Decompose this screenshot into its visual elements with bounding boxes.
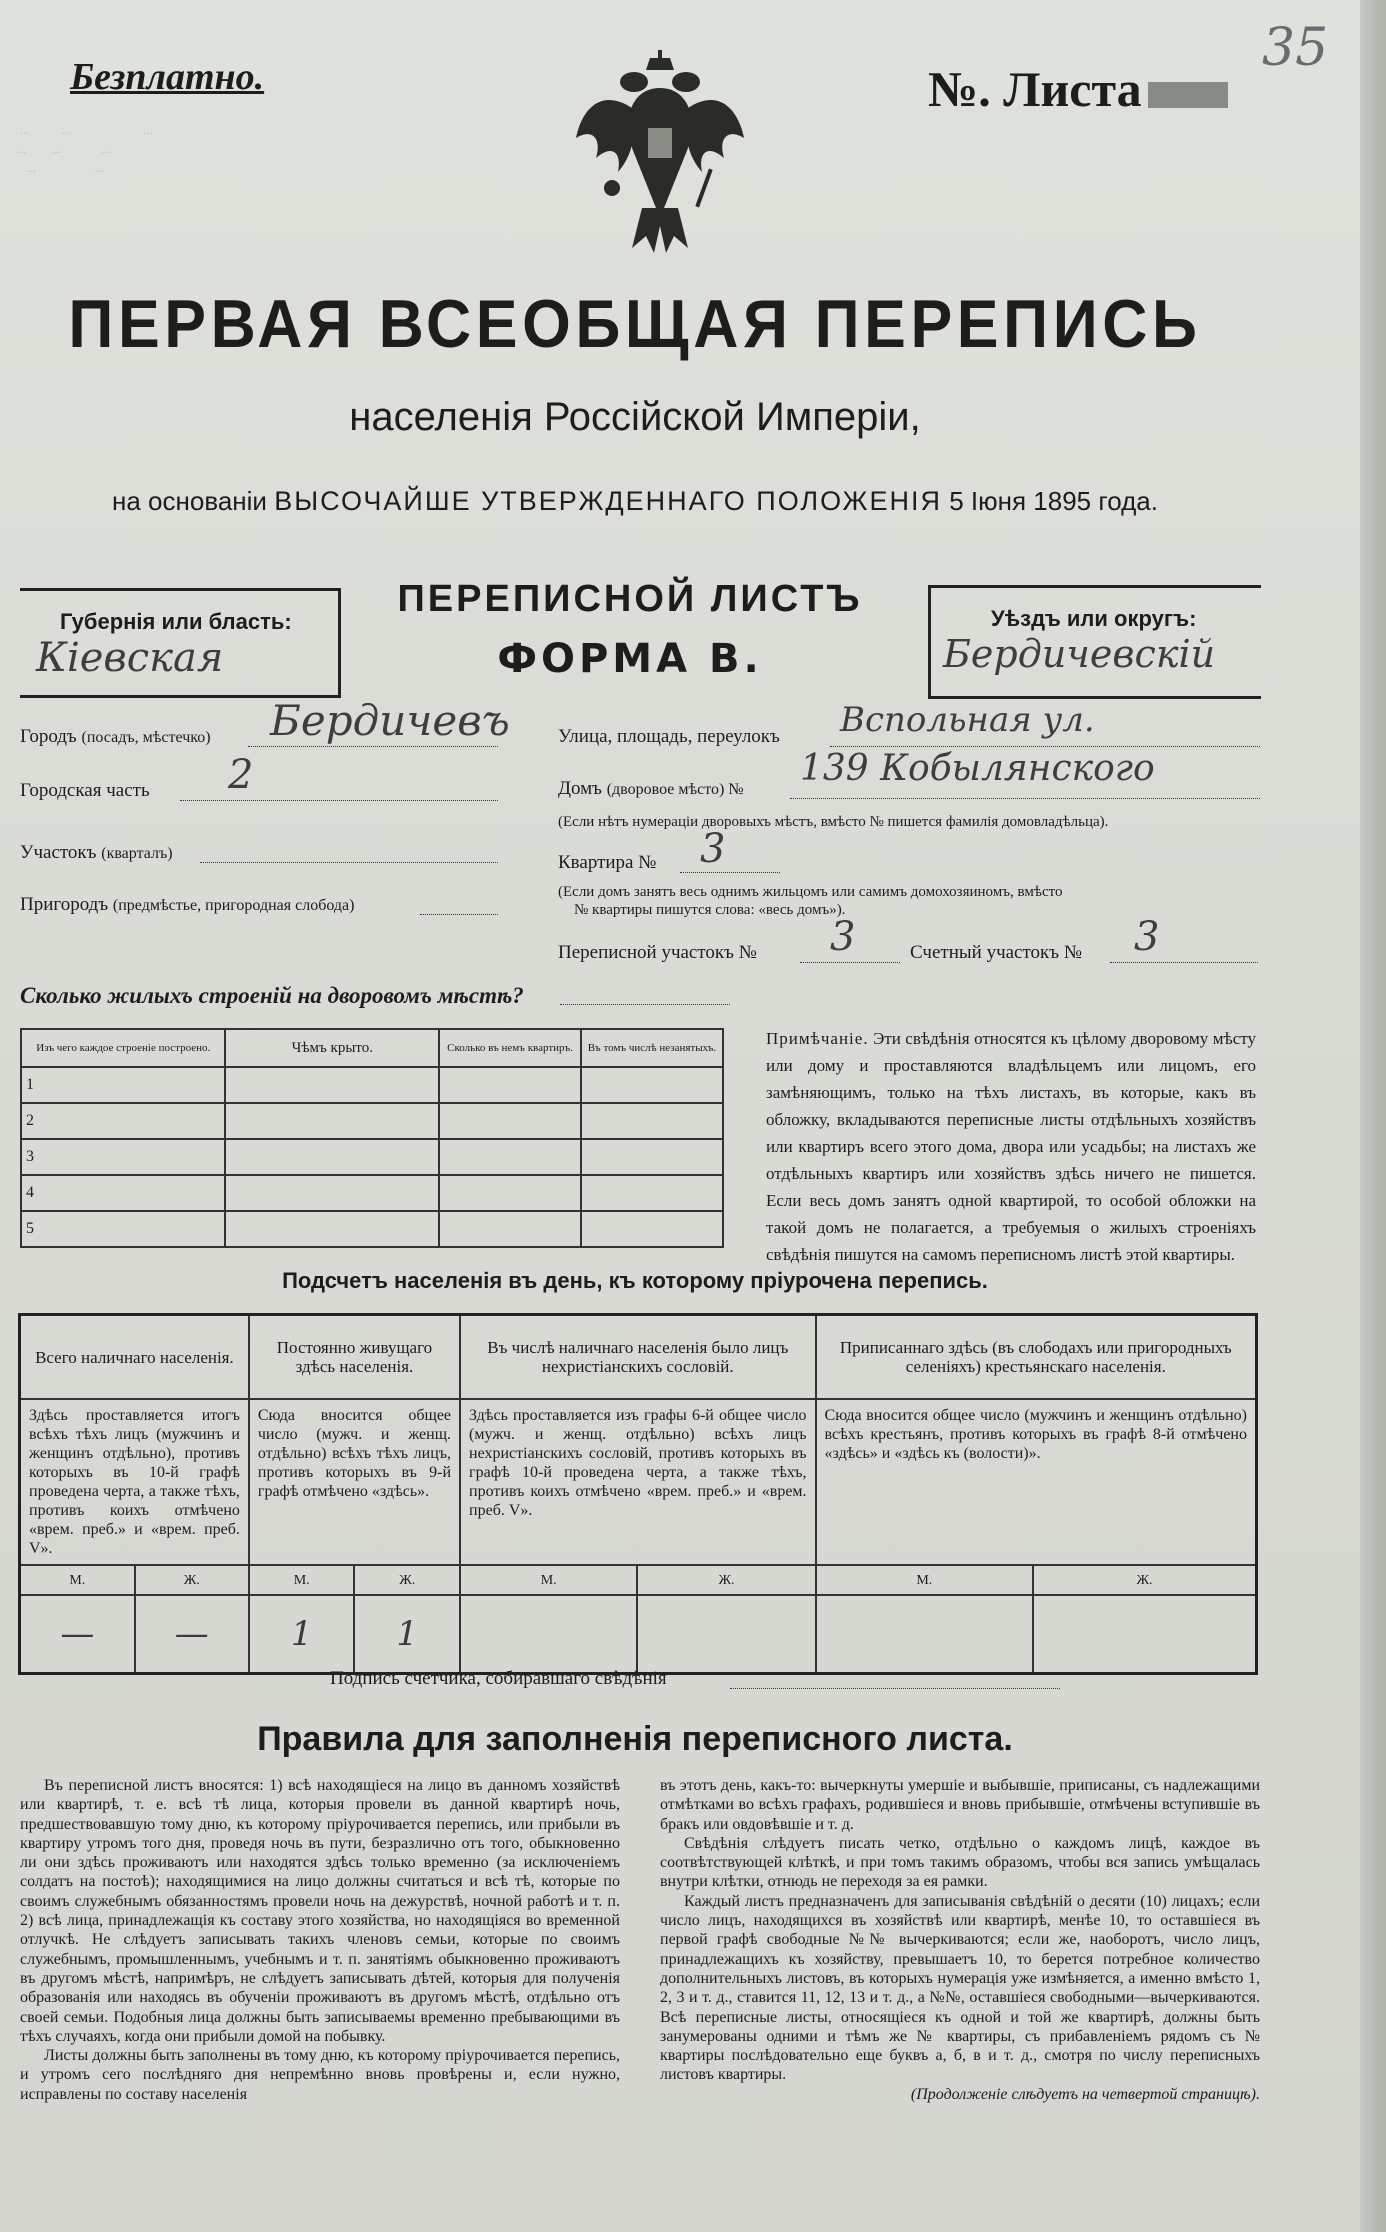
buildings-table: [20, 1028, 724, 1248]
form-title: ПЕРЕПИСНОЙ ЛИСТЪ: [397, 578, 863, 620]
uezd-value: Бердичевскій: [943, 632, 1216, 676]
dom-field: [558, 778, 744, 800]
uezd-box: [928, 585, 1261, 699]
peasant-male-value: [816, 1595, 1034, 1674]
perepis-line: [800, 962, 900, 963]
rules-paragraph: Каждый листъ предназначенъ для записыванія свѣдѣній о десяти (10) лицахъ; если число лицъ, находящихся въ хозяйствѣ или квартирѣ, менѣе 10, то оставшіеся въ первой графѣ свободные №№ вычеркиваются; если же, наоборотъ, число лицъ, принадлежащихъ къ хозяйству, превышаетъ 10, то берется потребное количество дополнительныхъ листовъ, въ которыхъ нумерація уже измѣняется, а именно вмѣсто 1, 2, 3 и т. д., ставится 11, 12, 13 и т. д., а №№, оставшіеся свободными—вычеркиваются. Всѣ переписные листы, относящіеся къ одной и той же квартирѣ, должны быть занумерованы одними и тѣмъ же № квартиры, съ прибавленіемъ рядомъ съ № квартиры послѣдовательно еще буквъ а, б, в и т. д., смотря по числу переписныхъ листовъ квартиры.: [660, 1892, 1260, 2084]
signature-line: [730, 1688, 1060, 1689]
dom-note: (Если нѣтъ нумераціи дворовыхъ мѣстъ, вмѣсто № пишется фамилія домовладѣльца).: [558, 814, 1109, 830]
main-subtitle: населенія Россійской Имперіи,: [349, 395, 921, 439]
rules-paragraph: Въ переписной листъ вносятся: 1) всѣ находящіеся на лицо въ данномъ хозяйствѣ или квартирѣ, т. е. всѣ тѣ лица, которыя провели въ данной квартирѣ ночь, предшествовавшую тому дню, къ которому пріурочивается перепись, или прибыли въ квартиру утромъ того дня, проведя ночь въ пути, безразлично отъ того, обыкновенно ли они здѣсь проживаютъ или находятся здѣсь только временно (за исключеніемъ солдатъ на постоѣ); находящимися на лицо должны считаться и всѣ тѣ, которые по своимъ служебнымъ обязанностямъ провели ночь на дежурствѣ, ночной работѣ и т. п. 2) всѣ лица, принадлежащія къ составу этого хозяйства, но находящіяся во временной отлучкѣ. Не слѣдуетъ записывать такихъ членовъ семьи, которые по своимъ служебнымъ, промышленнымъ, учебнымъ и т. п. занятіямъ обыкновенно проживаютъ въ другомъ мѣстѣ, напримѣръ, не слѣдуетъ записывать дѣтей, которыя для полученія образованія или находясь въ обученіи проживаютъ въ другомъ мѣстѣ, отдѣльно отъ своей семьи. Подобныя лица должны быть записываемы временно пребывающими въ тѣхъ случаяхъ, когда они прибыли домой на побывку.: [20, 1777, 620, 2045]
perepis-value: 3: [830, 914, 856, 960]
rules-continued: (Продолженіе слѣдуетъ на четвертой страницѣ).: [910, 2085, 1260, 2103]
gorod-value: Бердичевъ: [270, 696, 510, 745]
guberniya-label: Губернія или бласть:: [60, 609, 292, 634]
nonchristian-male-value: [460, 1595, 637, 1674]
row-number: 3: [21, 1139, 225, 1175]
dom-label: Домъ: [558, 778, 602, 799]
table-cell: [581, 1211, 723, 1247]
rules-paragraph: въ этотъ день, какъ-то: вычеркнуты умершіе и выбывшіе, приписаны, съ надлежащими отмѣтками во всѣхъ графахъ, родившіеся и вновь прибывшіе, отмѣчены вступившіе въ бракъ или овдовѣвшіе и т. д.: [660, 1777, 1260, 1833]
street-value: Вспольная ул.: [840, 700, 1095, 740]
female-label: Ж.: [354, 1565, 460, 1595]
table-cell: [439, 1103, 581, 1139]
dom-line: [790, 798, 1260, 799]
buildings-header-apartments: Сколько въ немъ квартиръ.: [439, 1029, 581, 1067]
legal-basis-date: 5 Іюня 1895 года.: [949, 486, 1158, 516]
male-label: М.: [249, 1565, 355, 1595]
table-cell: [439, 1139, 581, 1175]
table-cell: [581, 1175, 723, 1211]
prigorod-field: [20, 894, 354, 916]
enumerator-signature-label: Подпись счетчика, собиравшаго свѣдѣнія: [330, 1668, 667, 1689]
row-number: 4: [21, 1175, 225, 1211]
primechanie-note: [766, 1025, 1256, 1268]
gorod-small: (посадъ, мѣстечко): [81, 729, 211, 746]
pop-header-permanent: Постоянно живущаго здѣсь населенія.: [249, 1315, 460, 1400]
gorod-field: [20, 726, 211, 748]
pop-header-total: Всего наличнаго населенія.: [20, 1315, 249, 1400]
population-table: [18, 1313, 1258, 1675]
pop-header-nonchristian: Въ числѣ наличнаго населенія было лицъ нехристіанскихъ сословій.: [460, 1315, 816, 1400]
kv-note-1: (Если домъ занятъ весь однимъ жильцомъ или самимъ домохозяиномъ, вмѣсто: [558, 884, 1063, 900]
form-subtitle: ФОРМА В.: [497, 636, 763, 682]
sheet-number-blank: [1148, 82, 1228, 108]
rules-title: Правила для заполненія переписного листа.: [257, 1720, 1013, 1758]
legal-basis-pre: на основаніи: [112, 486, 267, 516]
female-label: Ж.: [135, 1565, 249, 1595]
schet-value: 3: [1134, 914, 1160, 960]
sheet-number: [928, 60, 1228, 118]
rules-paragraph: Листы должны быть заполнены въ тому дню, къ которому пріурочивается перепись, и утромъ сего послѣдняго дня непремѣнно вновь провѣрены и, если нужно, исправлены по составу населенія: [20, 2047, 620, 2103]
male-label: М.: [20, 1565, 135, 1595]
prigorod-line: [420, 914, 498, 915]
main-title: ПЕРВАЯ ВСЕОБЩАЯ ПЕРЕПИСЬ: [68, 286, 1202, 362]
dom-value: 139 Кобылянского: [800, 748, 1155, 789]
sheet-number-label: №. Листа: [928, 61, 1142, 117]
table-cell: [581, 1139, 723, 1175]
kv-value: 3: [700, 826, 726, 872]
table-row: [21, 1139, 723, 1175]
chast-line: [180, 800, 498, 801]
page-edge: [1360, 0, 1386, 2232]
bleed-through-text: ... ... ... ... ... ... ... ...: [16, 122, 153, 175]
table-row: [21, 1103, 723, 1139]
archive-number: 35: [1262, 18, 1329, 78]
schet-line: [1110, 962, 1258, 963]
uezd-label: Уѣздъ или округъ:: [991, 606, 1197, 631]
female-label: Ж.: [637, 1565, 815, 1595]
free-label: Безплатно.: [70, 56, 265, 98]
chast-field: Городская часть: [20, 780, 150, 801]
legal-basis: [0, 486, 1270, 517]
table-cell: [439, 1067, 581, 1103]
uchastok-label: Участокъ: [20, 842, 97, 863]
table-cell: [439, 1211, 581, 1247]
pop-desc-nonchristian: Здѣсь проставляется изъ графы 6-й общее число (мужч. и женщ. отдѣльно) всѣхъ лицъ нехристіанскихъ сословій, противъ которыхъ въ графѣ 10-й проведена черта, а также тѣхъ, противъ коихъ отмѣчено «врем. преб.» и «врем. преб. V».: [460, 1399, 816, 1565]
kv-note-2: № квартиры пишутся слова: «весь домъ»).: [574, 902, 846, 918]
male-label: М.: [460, 1565, 637, 1595]
guberniya-value: Кіевская: [36, 635, 224, 681]
uchastok-field: [20, 842, 173, 864]
buildings-question: Сколько жилыхъ строеній на дворовомъ мѣстѣ?: [20, 983, 524, 1008]
schet-label: Счетный участокъ №: [910, 942, 1082, 963]
row-number: 2: [21, 1103, 225, 1139]
male-label: М.: [816, 1565, 1034, 1595]
total-male-value: —: [20, 1595, 135, 1674]
permanent-male-value: 1: [249, 1595, 355, 1674]
rules-right-column: [660, 1776, 1260, 2104]
table-cell: [225, 1175, 439, 1211]
female-label: Ж.: [1033, 1565, 1256, 1595]
pop-header-peasant: Приписаннаго здѣсь (въ слободахъ или пригородныхъ селеніяхъ) крестьянскаго населенія.: [816, 1315, 1257, 1400]
kv-label: Квартира №: [558, 852, 657, 873]
prigorod-small: (предмѣстье, пригородная слобода): [112, 897, 355, 914]
primechanie-label: Примѣчаніе.: [766, 1029, 869, 1048]
chast-value: 2: [228, 752, 254, 798]
table-row: [21, 1175, 723, 1211]
gorod-line: [248, 746, 498, 747]
population-title: Подсчетъ населенія въ день, къ которому пріурочена перепись.: [282, 1268, 988, 1293]
street-line: [830, 746, 1260, 747]
table-cell: [225, 1139, 439, 1175]
peasant-female-value: [1033, 1595, 1256, 1674]
row-number: 1: [21, 1067, 225, 1103]
pop-desc-permanent: Сюда вносится общее число (мужч. и женщ. отдѣльно) всѣхъ тѣхъ лицъ, противъ которыхъ въ 9-й графѣ отмѣчено «здѣсь».: [249, 1399, 460, 1565]
gorod-label: Городъ: [20, 726, 77, 747]
buildings-header-material: Изъ чего каждое строеніе построено.: [21, 1029, 225, 1067]
row-number: 5: [21, 1211, 225, 1247]
table-cell: [439, 1175, 581, 1211]
kv-line: [680, 872, 780, 873]
table-cell: [225, 1067, 439, 1103]
table-cell: [581, 1067, 723, 1103]
uchastok-line: [200, 862, 498, 863]
buildings-header-vacant: Въ томъ числѣ незанятыхъ.: [581, 1029, 723, 1067]
primechanie-text: Эти свѣдѣнія относятся къ цѣлому дворовому мѣсту или дому и проставляются владѣльцемъ или лицомъ, его замѣняющимъ, только на тѣхъ листахъ, въ которые, какъ въ обложку, вкладываются переписные листы отдѣльныхъ хозяйствъ или квартиръ всего этого дома, двора или усадьбы; на листахъ же отдѣльныхъ квартиръ или хозяйствъ здѣсь ничего не пишется. Если весь домъ занятъ одной квартирой, то особой обложки на такой домъ не полагается, а требуемыя о жилыхъ строеніяхъ свѣдѣнія пишутся на самомъ переписномъ листѣ этой квартиры.: [766, 1029, 1257, 1264]
nonchristian-female-value: [637, 1595, 815, 1674]
double-headed-eagle-emblem: [572, 48, 748, 263]
table-row: [21, 1211, 723, 1247]
permanent-female-value: 1: [354, 1595, 460, 1674]
table-cell: [225, 1211, 439, 1247]
table-cell: [581, 1103, 723, 1139]
buildings-header-roof: Чѣмъ крыто.: [225, 1029, 439, 1067]
pop-desc-peasant: Сюда вносится общее число (мужчинъ и женщинъ отдѣльно) всѣхъ крестьянъ, противъ которыхъ въ графѣ 8-й отмѣчено «здѣсь» и «здѣсь къ (волости)».: [816, 1399, 1257, 1565]
table-cell: [225, 1103, 439, 1139]
uchastok-small: (кварталъ): [101, 845, 173, 862]
perepis-label: Переписной участокъ №: [558, 942, 757, 963]
total-female-value: —: [135, 1595, 249, 1674]
legal-basis-caps: ВЫСОЧАЙШЕ УТВЕРЖДЕННАГО ПОЛОЖЕНІЯ: [274, 486, 942, 516]
dom-small: (дворовое мѣсто) №: [606, 781, 744, 798]
buildings-question-line: [560, 1004, 730, 1005]
street-label: Улица, площадь, переулокъ: [558, 726, 780, 747]
rules-paragraph: Свѣдѣнія слѣдуетъ писать четко, отдѣльно о каждомъ лицѣ, каждое въ соотвѣтствующей клѣткѣ, и при томъ такимъ образомъ, чтобы вся запись умѣщалась внутри клѣтки, отнюдь не переходя за ея рамки.: [660, 1834, 1260, 1891]
guberniya-box: [20, 588, 341, 698]
rules-left-column: [20, 1776, 620, 2104]
table-row: [21, 1067, 723, 1103]
pop-desc-total: Здѣсь проставляется итогъ всѣхъ тѣхъ лицъ (мужчинъ и женщинъ отдѣльно), противъ которыхъ въ 10-й графѣ проведена черта, а также тѣхъ, противъ коихъ отмѣчено «врем. преб.» и «врем. преб. V».: [20, 1399, 249, 1565]
prigorod-label: Пригородъ: [20, 894, 109, 915]
